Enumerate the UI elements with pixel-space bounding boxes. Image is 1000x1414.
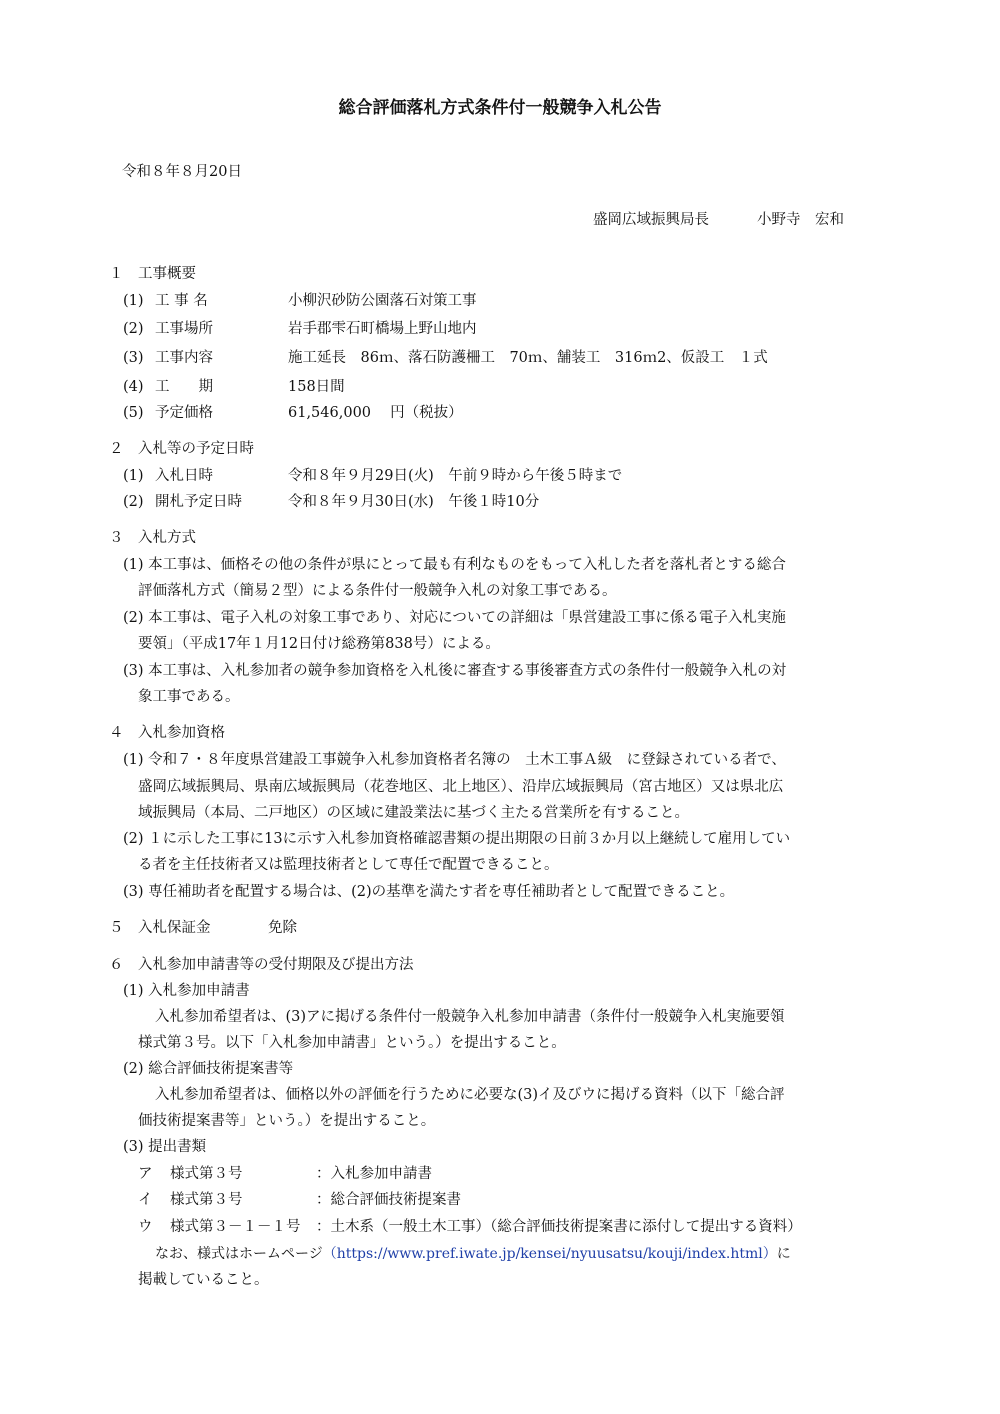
s5-value: 免除 [268, 920, 297, 936]
s4-paragraph-line: 盛岡広域振興局、県南広域振興局（花巻地区、北上地区）、沿岸広域振興局（宮古地区）又は県北広 [138, 779, 784, 795]
s1-item-value: 岩手郡雫石町橋場上野山地内 [288, 321, 477, 337]
s4-paragraph-line: る者を主任技術者又は監理技術者として専任で配置できること。 [138, 857, 559, 873]
s6-sub2-line: 入札参加希望者は、価格以外の評価を行うために必要な(3)イ及びウに掲げる資料（以下「総合評 [155, 1087, 785, 1103]
s1-item-label: 予定価格 [155, 405, 213, 421]
s3-paragraph-line: (1) 本工事は、価格その他の条件が県にとって最も有利なものをもって入札した者を落札者とする総合 [123, 557, 786, 573]
s6-doc-form: 様式第３号 [170, 1166, 243, 1182]
s6-sub3-heading: (3) 提出書類 [123, 1139, 207, 1155]
issuer-name: 小野寺 宏和 [757, 212, 844, 228]
section-4-heading: ４ 入札参加資格 [109, 725, 225, 741]
s1-item-label: 工事場所 [155, 321, 213, 337]
s2-item-label: 入札日時 [155, 468, 213, 484]
s6-doc-desc: ：入札参加申請書 [316, 1166, 432, 1182]
s1-item-label: 工事内容 [155, 350, 213, 366]
s6-sub1-line: 様式第３号。以下「入札参加申請書」という。）を提出すること。 [138, 1035, 566, 1051]
s3-paragraph-line: 評価落札方式（簡易２型）による条件付一般競争入札の対象工事である。 [138, 583, 617, 599]
s4-paragraph-line: 域振興局（本局、二戸地区）の区域に建設業法に基づく主たる営業所を有すること。 [138, 805, 689, 821]
s4-paragraph-line: (3) 専任補助者を配置する場合は、(2)の基準を満たす者を専任補助者として配置できること。 [123, 884, 735, 900]
homepage-link[interactable]: （https://www.pref.iwate.jp/kensei/nyuusatsu/kouji/index.html） [322, 1246, 777, 1262]
s1-item-no: (3) [123, 350, 144, 366]
s4-paragraph-line: (2) １に示した工事に13に示す入札参加資格確認書類の提出期限の日前３か月以上継続して雇用してい [123, 831, 791, 847]
s6-doc-desc: ：総合評価技術提案書 [316, 1192, 461, 1208]
s3-paragraph-line: (3) 本工事は、入札参加者の競争参加資格を入札後に審査する事後審査方式の条件付一般競争入札の対 [123, 663, 787, 679]
section-3-heading: ３ 入札方式 [109, 530, 196, 546]
s1-item-label: 工 期 [155, 379, 213, 395]
s6-sub2-line: 価技術提案書等」という。）を提出すること。 [138, 1113, 436, 1129]
s4-paragraph-line: (1) 令和７・８年度県営建設工事競争入札参加資格者名簿の 土木工事Ａ級 に登録されている者で、 [123, 752, 786, 768]
s1-item-label: 工 事 名 [155, 293, 208, 309]
s6-note-text: なお、様式はホームページ [155, 1246, 323, 1262]
s1-item-no: (1) [123, 293, 144, 309]
issuer-office: 盛岡広域振興局長 [593, 212, 709, 228]
page-title: 総合評価落札方式条件付一般競争入札公告 [338, 98, 662, 118]
section-6-heading: ６ 入札参加申請書等の受付期限及び提出方法 [109, 957, 414, 973]
section-5-heading: ５ 入札保証金 [109, 920, 211, 936]
s2-item-no: (1) [123, 468, 144, 484]
section-2-heading: ２ 入札等の予定日時 [109, 441, 254, 457]
s6-doc-mark: イ [138, 1192, 153, 1208]
s1-item-value: 小柳沢砂防公園落石対策工事 [288, 293, 477, 309]
s1-item-no: (5) [123, 405, 144, 421]
s6-doc-form: 様式第３号 [170, 1192, 243, 1208]
s1-item-value: 施工延長 86ｍ、落石防護柵工 70ｍ、舗装工 316ｍ2、仮設工 １式 [288, 350, 768, 366]
s6-doc-form: 様式第３－１－１号 [170, 1219, 301, 1235]
s6-sub1-line: 入札参加希望者は、(3)アに掲げる条件付一般競争入札参加申請書（条件付一般競争入札実施要領 [155, 1009, 785, 1025]
s2-item-value: 令和８年９月29日(火) 午前９時から午後５時まで [288, 468, 623, 484]
s6-note-line [155, 1247, 791, 1261]
s1-item-no: (2) [123, 321, 144, 337]
s2-item-label: 開札予定日時 [155, 494, 242, 510]
s6-doc-mark: ウ [138, 1219, 153, 1235]
s1-item-no: (4) [123, 379, 144, 395]
s2-item-no: (2) [123, 494, 144, 510]
s3-paragraph-line: 要領」（平成17年１月12日付け総務第838号）による。 [138, 636, 500, 652]
notice-date: 令和８年８月20日 [122, 164, 242, 180]
s2-item-value: 令和８年９月30日(水) 午後１時10分 [288, 494, 540, 510]
s6-doc-desc: ：土木系（一般土木工事）（総合評価技術提案書に添付して提出する資料） [316, 1219, 802, 1235]
s6-sub1-heading: (1) 入札参加申請書 [123, 983, 250, 999]
s6-sub2-heading: (2) 総合評価技術提案書等 [123, 1061, 294, 1077]
section-1-heading: １ 工事概要 [109, 266, 196, 282]
s6-doc-mark: ア [138, 1166, 153, 1182]
s1-item-value: 61,546,000 円（税抜） [288, 405, 463, 421]
s6-note-line-2: 掲載していること。 [138, 1272, 269, 1288]
s3-paragraph-line: 象工事である。 [138, 689, 240, 705]
s6-note-suffix: に [776, 1246, 791, 1262]
s3-paragraph-line: (2) 本工事は、電子入札の対象工事であり、対応についての詳細は「県営建設工事に係る電子入札実施 [123, 610, 786, 626]
s1-item-value: 158日間 [288, 379, 345, 395]
